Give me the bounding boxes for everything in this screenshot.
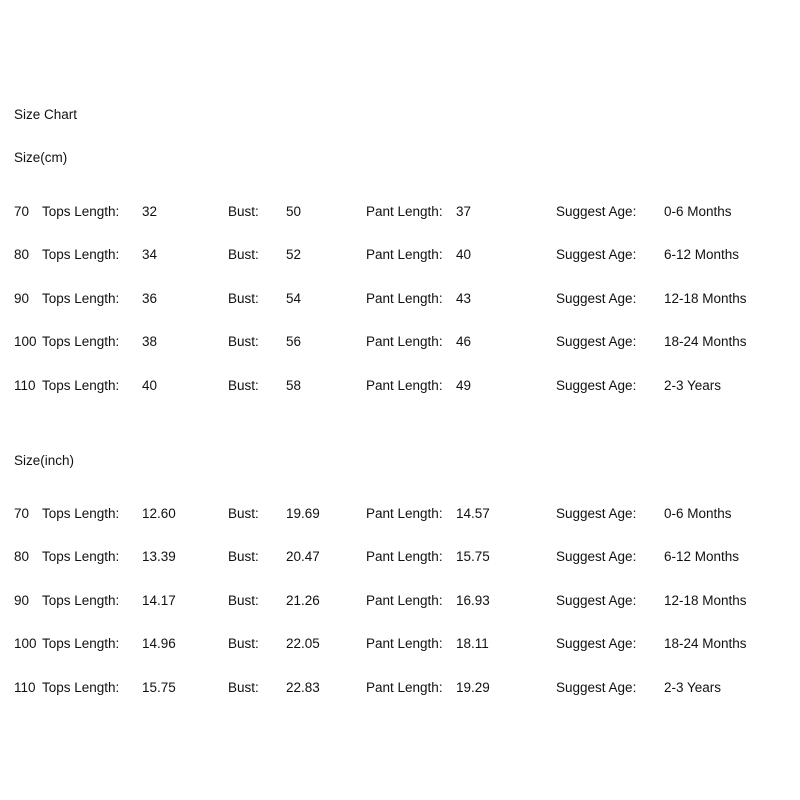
row-pant-length-value: 40: [456, 247, 472, 263]
row-tops-length-value: 15.75: [142, 679, 176, 695]
row-pant-length-value: 16.93: [456, 592, 490, 608]
table-row: [14, 320, 784, 363]
row-age-value: 0-6 Months: [664, 506, 732, 521]
row-bust-label: Bust:: [228, 679, 259, 695]
row-age-label: Suggest Age:: [556, 334, 637, 350]
row-pant-length-label: Pant Length:: [366, 636, 443, 652]
row-bust-value: 54: [286, 290, 302, 306]
row-bust-label: Bust:: [228, 377, 259, 393]
size-table-inch: [14, 492, 784, 709]
row-tops-length-value: 14.17: [142, 592, 176, 608]
row-age-label: Suggest Age:: [556, 506, 637, 521]
row-pant-length-label: Pant Length:: [366, 592, 443, 608]
row-pant-length-value: 46: [456, 334, 472, 350]
row-bust-value: 50: [286, 204, 302, 219]
row-age-label: Suggest Age:: [556, 636, 637, 652]
size-table-cm: [14, 190, 784, 407]
row-bust-value: 58: [286, 377, 302, 393]
row-bust-value: 19.69: [286, 506, 320, 521]
row-pant-length-label: Pant Length:: [366, 549, 443, 565]
row-bust-value: 22.83: [286, 679, 320, 695]
table-row: [14, 277, 784, 320]
section-label-cm: Size(cm): [14, 150, 68, 165]
row-bust-label: Bust:: [228, 334, 259, 350]
row-pant-length-value: 19.29: [456, 679, 490, 695]
row-pant-length-value: 18.11: [456, 636, 489, 652]
table-row: [14, 364, 784, 407]
row-size-code: 90: [14, 290, 30, 306]
row-age-label: Suggest Age:: [556, 377, 637, 393]
row-pant-length-label: Pant Length:: [366, 377, 443, 393]
row-pant-length-label: Pant Length:: [366, 290, 443, 306]
row-age-label: Suggest Age:: [556, 592, 637, 608]
row-bust-label: Bust:: [228, 592, 259, 608]
row-tops-length-label: Tops Length:: [42, 334, 120, 350]
row-tops-length-label: Tops Length:: [42, 290, 120, 306]
row-bust-value: 20.47: [286, 549, 320, 565]
row-age-value: 6-12 Months: [664, 549, 740, 565]
table-row: [14, 492, 784, 535]
row-size-code: 100: [14, 334, 37, 350]
row-size-code: 110: [14, 377, 36, 393]
row-age-value: 12-18 Months: [664, 592, 747, 608]
row-size-code: 70: [14, 506, 30, 521]
row-pant-length-label: Pant Length:: [366, 506, 443, 521]
table-row: [14, 666, 784, 709]
row-bust-label: Bust:: [228, 506, 259, 521]
row-age-value: 2-3 Years: [664, 679, 722, 695]
row-tops-length-label: Tops Length:: [42, 204, 120, 219]
section-label-inch: Size(inch): [14, 453, 75, 468]
row-tops-length-value: 32: [142, 204, 158, 219]
row-size-code: 80: [14, 549, 30, 565]
row-tops-length-value: 13.39: [142, 549, 176, 565]
row-bust-label: Bust:: [228, 204, 259, 219]
row-size-code: 70: [14, 204, 30, 219]
row-bust-value: 21.26: [286, 592, 320, 608]
row-bust-label: Bust:: [228, 247, 259, 263]
table-row: [14, 622, 784, 665]
row-tops-length-value: 40: [142, 377, 158, 393]
row-bust-value: 56: [286, 334, 302, 350]
row-tops-length-value: 14.96: [142, 636, 176, 652]
row-age-label: Suggest Age:: [556, 549, 637, 565]
row-pant-length-label: Pant Length:: [366, 204, 443, 219]
row-pant-length-value: 43: [456, 290, 472, 306]
page-title: Size Chart: [14, 107, 78, 122]
row-bust-label: Bust:: [228, 290, 259, 306]
row-tops-length-label: Tops Length:: [42, 377, 120, 393]
row-size-code: 90: [14, 592, 30, 608]
table-row: [14, 535, 784, 578]
row-age-label: Suggest Age:: [556, 204, 637, 219]
row-tops-length-label: Tops Length:: [42, 636, 120, 652]
row-pant-length-value: 37: [456, 204, 472, 219]
row-tops-length-label: Tops Length:: [42, 592, 120, 608]
row-pant-length-value: 14.57: [456, 506, 490, 521]
table-row: [14, 579, 784, 622]
row-bust-value: 52: [286, 247, 302, 263]
row-age-value: 2-3 Years: [664, 377, 722, 393]
row-pant-length-label: Pant Length:: [366, 679, 443, 695]
row-bust-value: 22.05: [286, 636, 320, 652]
table-row: [14, 190, 784, 233]
row-tops-length-label: Tops Length:: [42, 506, 120, 521]
row-tops-length-value: 34: [142, 247, 158, 263]
row-age-value: 0-6 Months: [664, 204, 732, 219]
row-tops-length-value: 38: [142, 334, 158, 350]
row-size-code: 100: [14, 636, 37, 652]
row-pant-length-label: Pant Length:: [366, 247, 443, 263]
row-tops-length-label: Tops Length:: [42, 549, 120, 565]
table-row: [14, 233, 784, 276]
row-size-code: 80: [14, 247, 30, 263]
row-size-code: 110: [14, 679, 36, 695]
row-tops-length-label: Tops Length:: [42, 679, 120, 695]
row-pant-length-value: 49: [456, 377, 472, 393]
row-age-value: 6-12 Months: [664, 247, 740, 263]
row-tops-length-value: 36: [142, 290, 158, 306]
row-age-label: Suggest Age:: [556, 247, 637, 263]
row-bust-label: Bust:: [228, 636, 259, 652]
row-tops-length-label: Tops Length:: [42, 247, 120, 263]
row-tops-length-value: 12.60: [142, 506, 176, 521]
row-pant-length-value: 15.75: [456, 549, 490, 565]
row-age-label: Suggest Age:: [556, 679, 637, 695]
row-age-value: 18-24 Months: [664, 636, 747, 652]
row-age-value: 12-18 Months: [664, 290, 747, 306]
row-pant-length-label: Pant Length:: [366, 334, 443, 350]
row-age-value: 18-24 Months: [664, 334, 747, 350]
row-bust-label: Bust:: [228, 549, 259, 565]
row-age-label: Suggest Age:: [556, 290, 637, 306]
